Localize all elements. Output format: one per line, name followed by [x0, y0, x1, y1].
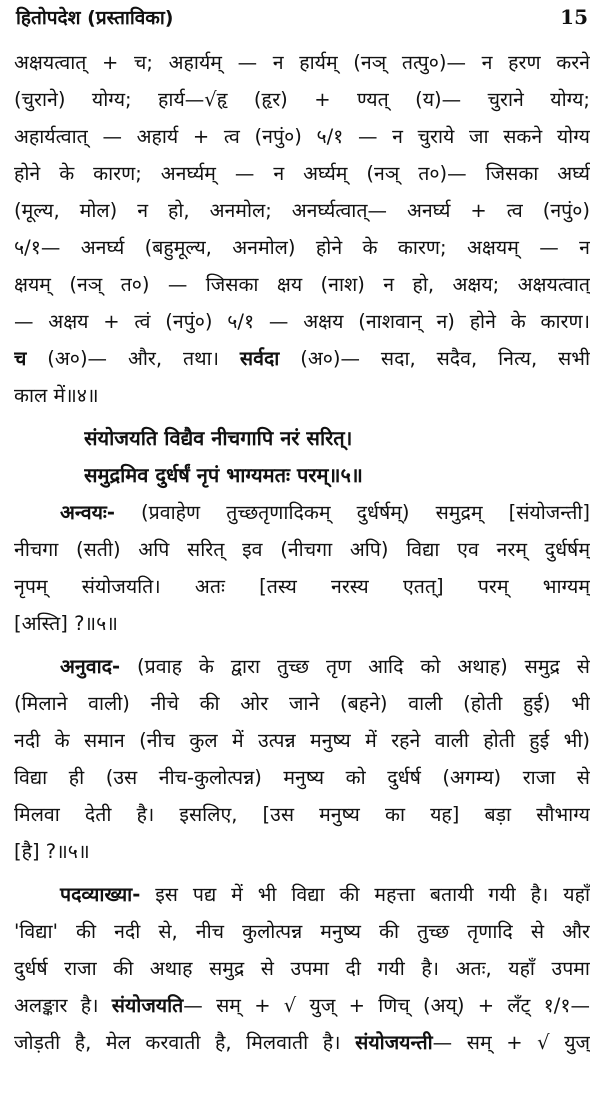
text-span: — सम् + √ युज्: [432, 1031, 590, 1054]
text-line: [अस्ति] ?॥५॥: [14, 612, 118, 635]
commentary-verse-4: [14, 44, 590, 414]
text-line: दुर्धर्ष राजा की अथाह समुद्र से उपमा दी गयी है। अतः, यहाँ उपमा: [14, 957, 590, 980]
text-line: [है] ?॥५॥: [14, 840, 90, 863]
text-line: नीचगा (सती) अपि सरित् इव (नीचगा अपि) विद्या एव नरम् दुर्धर्षम्: [14, 538, 590, 561]
text-line: [14, 648, 590, 685]
term-bold: संयोजयन्ती: [355, 1031, 433, 1054]
section-label: अनुवाद-: [60, 655, 121, 678]
text-span: (प्रवाह के द्वारा तुच्छ तृण आदि को अथाह) समुद्र से: [120, 655, 590, 678]
text-line: [14, 876, 590, 913]
section-label: अन्वयः-: [60, 501, 115, 524]
anuvad-section: [14, 648, 590, 870]
page-body: [14, 44, 590, 1061]
text-line: क्षयम् (नञ् त०) — जिसका क्षय (नाश) न हो, अक्षय; अक्षयत्वात्: [14, 273, 590, 296]
text-span: — सम् + √ युज् + णिच् (अय्) + लँट् १/१—: [183, 994, 590, 1017]
text-line: ५/१— अनर्घ्य (बहुमूल्य, अनमोल) होने के कारण; अक्षयम् — न: [14, 236, 590, 259]
text-line: (चुराने) योग्य; हार्य—√हृ (हृर) + ण्यत् (य)— चुराने योग्य;: [14, 88, 590, 111]
term-bold: च: [14, 347, 27, 370]
padvyakhya-section: [14, 876, 590, 1061]
text-line: नृपम् संयोजयति। अतः [तस्य नरस्य एतत्] परम् भाग्यम्: [14, 575, 590, 598]
sanskrit-verse-5: [14, 420, 590, 494]
text-span: (प्रवाहेण तुच्छतृणादिकम् दुर्धर्षम्) समुद्रम् [संयोजन्ती]: [114, 501, 590, 524]
page-number: 15: [560, 5, 588, 29]
term-bold: संयोजयति: [111, 994, 184, 1017]
text-span: (अ०)— और, तथा।: [26, 347, 240, 370]
text-line: (मिलाने वाली) नीचे की ओर जाने (बहने) वाली (होती हुई) भी: [14, 692, 590, 715]
text-line: (मूल्य, मोल) न हो, अनमोल; अनर्घ्यत्वात्— अनर्घ्य + त्व (नपुं०): [14, 199, 590, 222]
text-span: जोड़ती है, मेल करवाती है, मिलवाती है।: [14, 1031, 356, 1054]
text-span: अलङ्कार है।: [14, 994, 112, 1017]
text-span: (अ०)— सदा, सदैव, नित्य, सभी: [279, 347, 590, 370]
text-line: मिलवा देती है। इसलिए, [उस मनुष्य का यह] बड़ा सौभाग्य: [14, 803, 590, 826]
term-bold: सर्वदा: [239, 347, 280, 370]
running-title: हितोपदेश (प्रस्ताविका): [16, 7, 174, 29]
text-line: [14, 1024, 590, 1061]
text-line: 'विद्या' की नदी से, नीच कुलोत्पन्न मनुष्य की तुच्छ तृणादि से और: [14, 920, 590, 943]
section-label: पदव्याख्या-: [60, 883, 141, 906]
anvaya-section: [14, 494, 590, 642]
verse-line: समुद्रमिव दुर्धर्षं नृपं भाग्यमतः परम्॥५॥: [84, 463, 363, 487]
text-line: होने के कारण; अनर्घ्यम् — न अर्घ्यम् (नञ् त०)— जिसका अर्घ्य: [14, 162, 590, 185]
text-line: अक्षयत्वात् + च; अहार्यम् — न हार्यम् (नञ् तत्पु०)— न हरण करने: [14, 51, 590, 74]
text-line: [14, 494, 590, 531]
text-line: [14, 340, 590, 377]
text-line: काल में॥४॥: [14, 384, 99, 407]
verse-line: संयोजयति विद्यैव नीचगापि नरं सरित्।: [84, 426, 353, 450]
running-header: [16, 2, 588, 32]
text-line: नदी के समान (नीच कुल में उत्पन्न मनुष्य में रहने वाली होती हुई भी): [14, 729, 590, 752]
text-line: — अक्षय + त्वं (नपुं०) ५/१ — अक्षय (नाशवान् न) होने के कारण।: [14, 310, 590, 333]
text-line: अहार्यत्वात् — अहार्य + त्व (नपुं०) ५/१ — न चुराये जा सकने योग्य: [14, 125, 590, 148]
text-span: इस पद्य में भी विद्या की महत्ता बतायी गयी है। यहाँ: [140, 883, 590, 906]
text-line: [14, 987, 590, 1024]
text-line: विद्या ही (उस नीच-कुलोत्पन्न) मनुष्य को दुर्धर्ष (अगम्य) राजा से: [14, 766, 590, 789]
